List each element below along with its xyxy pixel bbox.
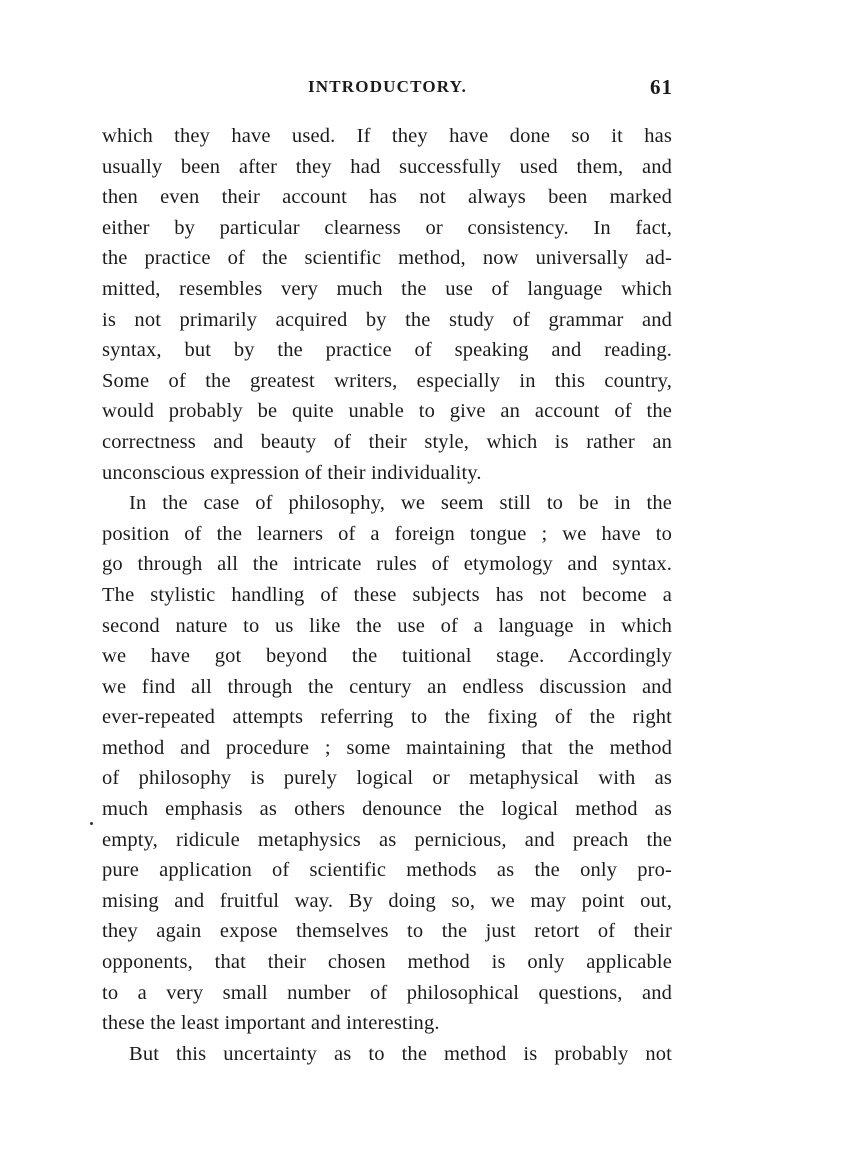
text-line: unconscious expression of their individuality. xyxy=(102,461,482,484)
text-line: second nature to us like the use of a language in which xyxy=(102,614,672,637)
text-line: syntax, but by the practice of speaking and reading. xyxy=(102,339,672,362)
text-line: mitted, resembles very much the use of language which xyxy=(102,277,672,300)
text-line: usually been after they had successfully used them, and xyxy=(102,155,672,178)
text-line: to a very small number of philosophical questions, and xyxy=(102,981,672,1004)
text-line: these the least important and interesting. xyxy=(102,1012,440,1035)
text-line: either by particular clearness or consistency. In fact, xyxy=(102,216,672,239)
text-line: of philosophy is purely logical or metaphysical with as xyxy=(102,767,672,790)
text-line: Some of the greatest writers, especially in this country, xyxy=(102,369,672,392)
body-text xyxy=(102,121,672,1069)
text-line: method and procedure ; some maintaining that the method xyxy=(102,736,672,759)
running-head-title: INTRODUCTORY. xyxy=(307,77,468,96)
text-line: position of the learners of a foreign tongue ; we have to xyxy=(102,522,672,545)
text-line: In the case of philosophy, we seem still to be in the xyxy=(129,492,672,515)
text-line: much emphasis as others denounce the logical method as xyxy=(102,798,672,821)
text-line: The stylistic handling of these subjects has not become a xyxy=(102,583,672,606)
text-line: But this uncertainty as to the method is probably not xyxy=(129,1042,672,1065)
margin-speck xyxy=(90,822,93,825)
page-number: 61 xyxy=(650,75,673,99)
text-line: pure application of scientific methods as the only pro- xyxy=(102,859,672,882)
text-line: go through all the intricate rules of etymology and syntax. xyxy=(102,553,672,576)
text-line: they again expose themselves to the just retort of their xyxy=(102,920,672,943)
text-line: empty, ridicule metaphysics as pernicious, and preach the xyxy=(102,828,672,851)
text-line: mising and fruitful way. By doing so, we may point out, xyxy=(102,889,672,912)
running-head xyxy=(100,72,675,102)
text-line: then even their account has not always been marked xyxy=(102,186,672,209)
text-line: ever-repeated attempts referring to the fixing of the right xyxy=(102,706,672,729)
text-line: which they have used. If they have done so it has xyxy=(102,125,672,147)
text-line: correctness and beauty of their style, which is rather an xyxy=(102,430,672,453)
text-line: we have got beyond the tuitional stage. Accordingly xyxy=(102,645,672,668)
text-line: would probably be quite unable to give an account of the xyxy=(102,400,672,423)
text-line: is not primarily acquired by the study of grammar and xyxy=(102,308,672,331)
text-line: the practice of the scientific method, now universally ad- xyxy=(102,247,672,270)
text-line: opponents, that their chosen method is only applicable xyxy=(102,951,672,974)
text-line: we find all through the century an endless discussion and xyxy=(102,675,672,698)
